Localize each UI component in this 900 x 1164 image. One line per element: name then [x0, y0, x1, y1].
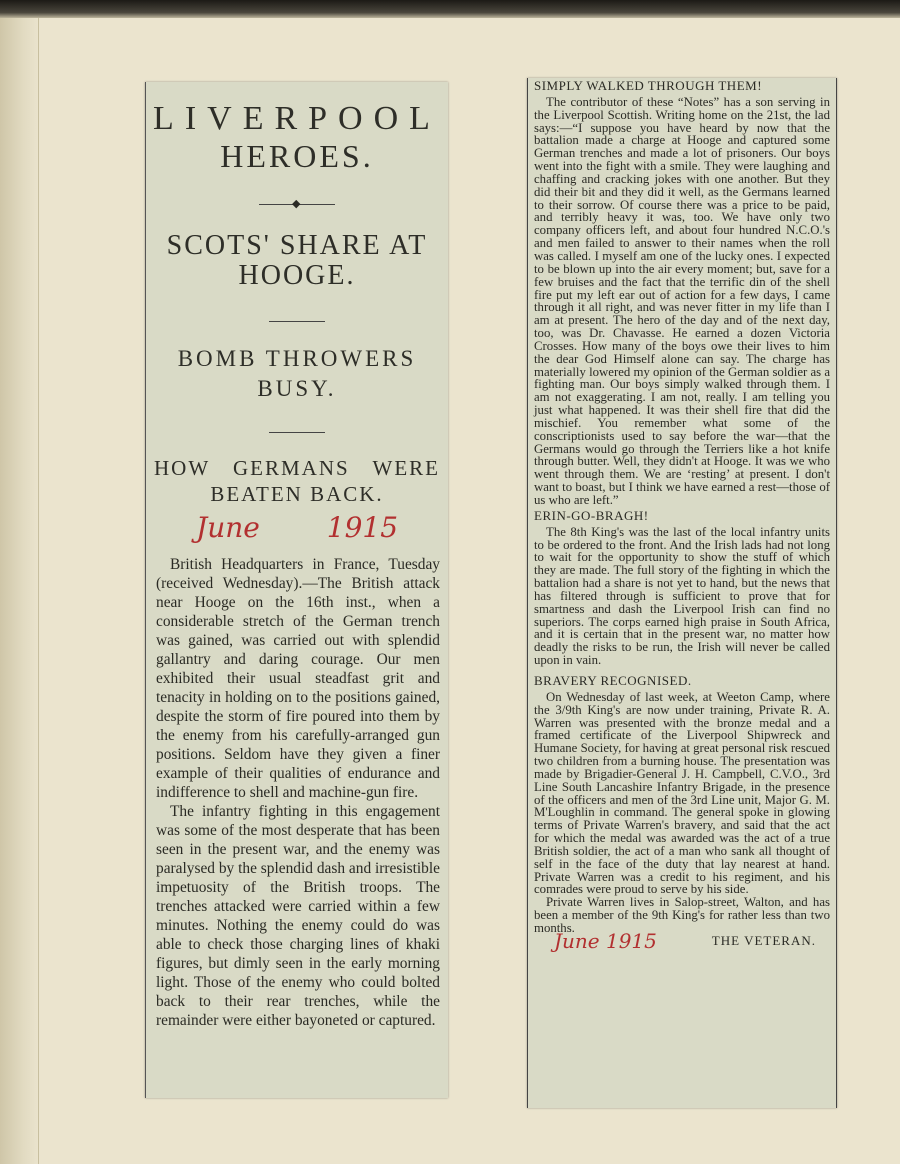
paragraph: Private Warren lives in Salop-street, Walton, and has been a member of the 9th King's for rather less than two months.	[534, 895, 830, 935]
handwritten-date	[554, 928, 657, 953]
paragraph: The infantry fighting in this engagement was some of the most desperate that has been seen in the present war, and the enemy was paralysed by the splendid dash and irresistible impetuosity of the British troops. The trenches attacked were carried within a few minutes. Nothing the enemy could do was able to check those charging lines of khaki figures, but dimly seen in the early morning light. Those of the enemy who could bolted back to their rear trenches, while the remainder were either bayoneted or captured.	[156, 803, 440, 1029]
paragraph: On Wednesday of last week, at Weeton Camp, where the 3/9th King's are now under training, Private R. A. Warren was presented with the bronze medal and a framed certificate of the Liverpool Shipwreck and Humane Society, for having at great personal risk rescued two children from a burning house. The presentation was made by Brigadier-General J. H. Campbell, C.V.O., 3rd Line South Lancashire Infantry Brigade, in the presence of the officers and men of the 3rd Line unit, Major G. M. M'Loughlin in command. The general spoke in glowing terms of Private Warren's bravery, and said that the act for which the medal was awarded was the act of a true British soldier, the act of a man who sank all thought of self in the face of the duty that lay nearest at hand. Private Warren was a credit to his regiment, and his comrades were proud to serve by his side.	[534, 689, 830, 897]
newspaper-clipping-liverpool-heroes	[145, 82, 448, 1098]
article-body	[146, 555, 448, 1030]
article-body	[528, 78, 836, 953]
section-heading: ERIN-GO-BRAGH!	[534, 507, 649, 523]
headline-heroes: HEROES.	[220, 138, 374, 174]
ornamental-divider	[259, 198, 335, 210]
section-heading: SIMPLY WALKED THROUGH THEM!	[534, 78, 763, 93]
handwritten-year: 1915	[605, 928, 657, 953]
page-top-edge	[0, 0, 900, 18]
newspaper-clipping-notes	[527, 78, 837, 1108]
paragraph: British Headquarters in France, Tuesday (received Wednesday).—The British attack near Hooge on the 16th inst., when a considerable stretch of the German trench was gained, was carried out with splendid gallantry and daring courage. Our men exhibited their usual steadfast grit and tenacity in holding on to the positions gained, despite the storm of fire poured into them by the enemy from his carefully-arranged gun positions. Seldom have they given a finer example of their qualities of endurance and indifference to shell and machine-gun fire.	[156, 556, 440, 801]
paragraph: The contributor of these “Notes” has a son serving in the Liverpool Scottish. Writing home on the 21st, the lad says:—“I suppose you have heard by now that the battalion made a charge at Hooge and captured some German trenches and made a lot of prisoners. Our boys went into the fight with a smile. They were laughing and chaffing and cracking jokes with one another. But they did their bit and they did it well, as the Germans learned to their sorrow. Of course there was a price to be paid, and terribly heavy it was, too. We have only two company officers left, and about four hundred N.C.O.'s and men failed to answer to their names when the roll was called. I myself am one of the lucky ones. I expected to be blown up into the air every moment; but, save for a few bruises and the fact that the terrific din of the shell fire put my left ear out of action for a few days, I came through it all right, and was never fitter in my life than I am at present. The hero of the day and of the next day, too, was Dr. Chavasse. He earned a dozen Victoria Crosses. How many of the boys owe their lives to him the dear God Himself alone can say. The charge has materially lowered my opinion of the German soldier as a fighting man. Our boys simply walked through them. I am not exaggerating. I am not, really. I am telling you just what happened. It was their shell fire that did the mischief. You remember what some of the conscriptionists used to say before the war—that the Germans would go through the Terriers like a hot knife through butter. Well, they didn't at Hooge. It was we who went through them. We are ‘resting’ at present. I don't want to boast, but I think we have earned a rest—those of us who are left.”	[534, 94, 831, 507]
handwritten-date	[196, 511, 448, 555]
handwritten-year: 1915	[326, 511, 399, 544]
binding-crease	[38, 18, 39, 1164]
diamond-ornament-icon: ◆	[292, 198, 301, 210]
headline-scots-share: SCOTS' SHARE AT HOOGE.	[166, 230, 428, 291]
section-heading: BRAVERY RECOGNISED.	[534, 672, 692, 688]
handwritten-month: June	[554, 928, 600, 953]
paragraph: The 8th King's was the last of the local infantry units to be ordered to the front. And the Irish lads had not long to wait for the opportunity to show the stuff of which they are made. The full story of the fighting in which the battalion had a share is not yet to hand, but the news that has filtered through is sufficient to prove that for smartness and dash the Liverpool Irish can find no superiors. The corps earned high praise in South Africa, and it is certain that in the present war, no matter how deadly the risks to be run, the Irish will never be called upon in vain.	[534, 524, 830, 668]
binding-gutter	[0, 18, 40, 1164]
headline-bomb-throwers: BOMB THROWERS BUSY.	[177, 346, 417, 401]
signature-row	[534, 928, 830, 953]
author-signature: THE VETERAN.	[711, 932, 816, 948]
headline-how-germans: HOW GERMANS WERE BEATEN BACK.	[154, 456, 440, 506]
headline-liverpool: LIVERPOOL	[153, 100, 441, 137]
handwritten-month: June	[196, 511, 260, 544]
